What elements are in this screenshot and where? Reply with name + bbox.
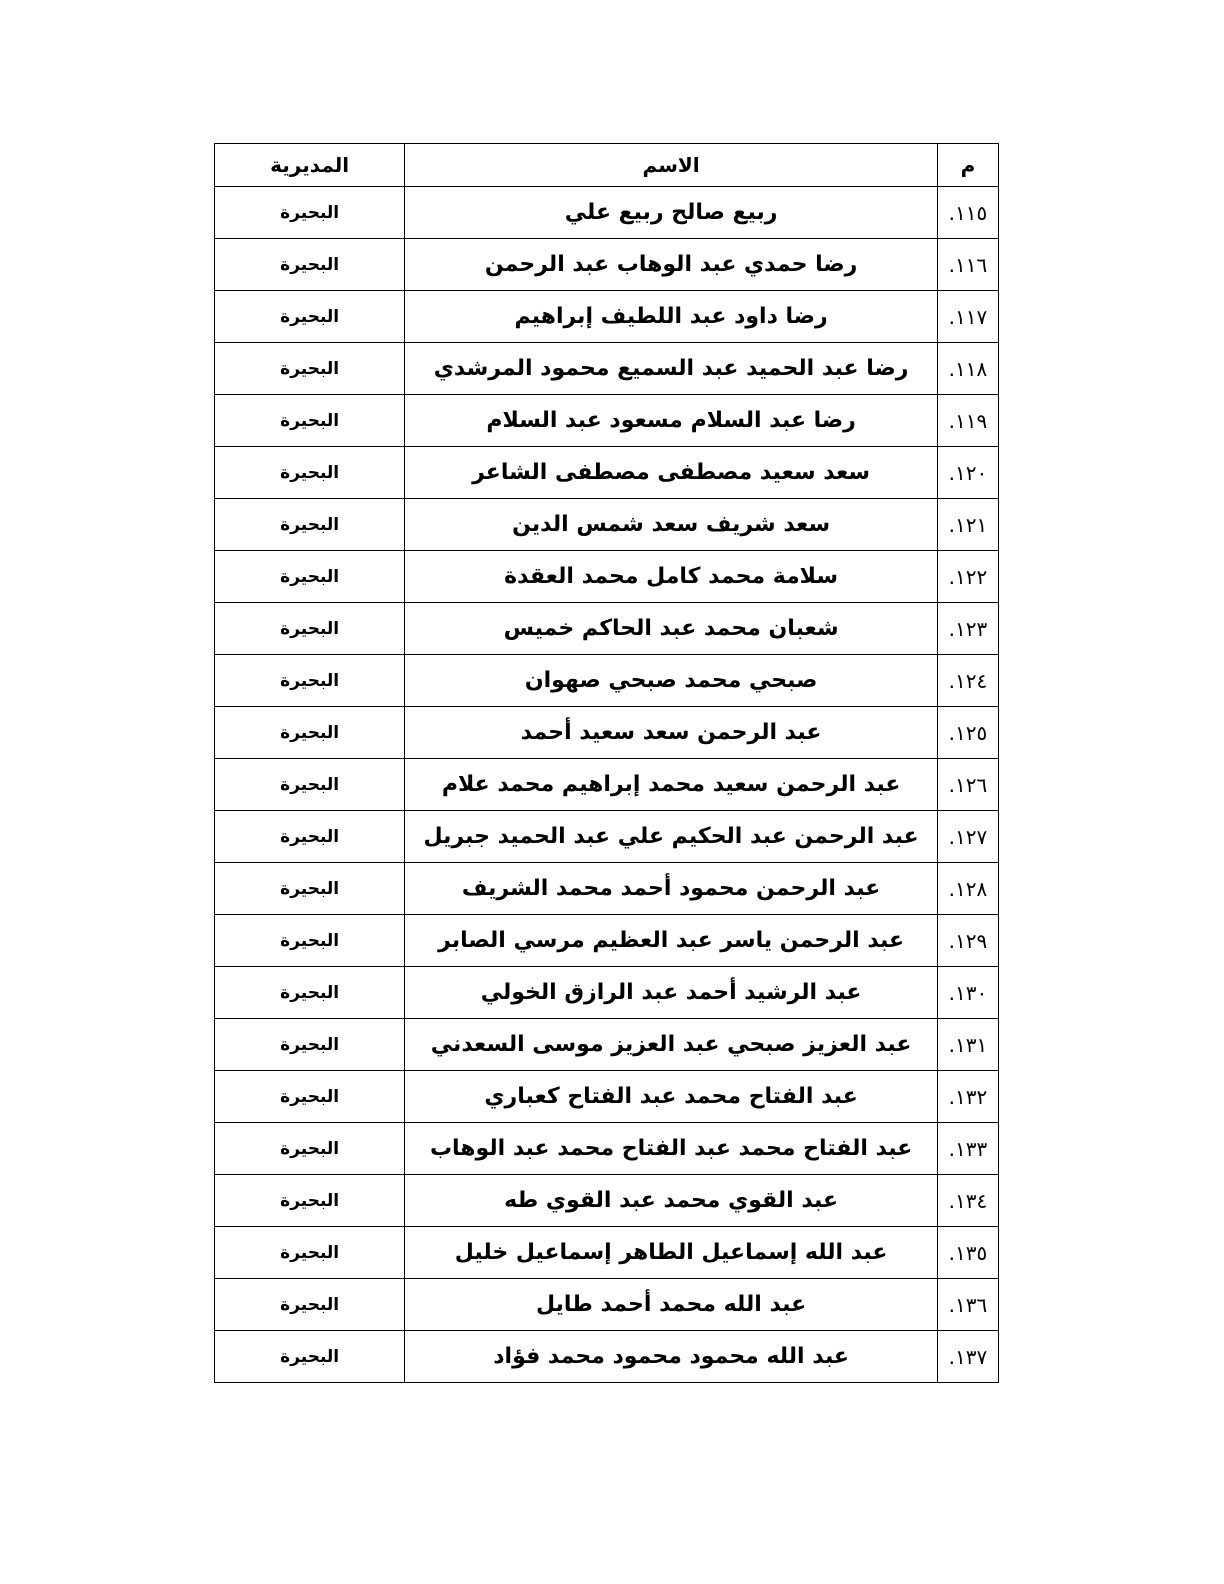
row-number: .١٢٠ — [937, 447, 998, 499]
row-department: البحيرة — [215, 655, 405, 707]
row-number: .١١٧ — [937, 291, 998, 343]
table-row — [215, 1071, 999, 1123]
header-number: م — [937, 144, 998, 187]
row-number: .١٢٤ — [937, 655, 998, 707]
table-row — [215, 447, 999, 499]
table-row — [215, 1279, 999, 1331]
table-row — [215, 395, 999, 447]
row-number: .١٣٢ — [937, 1071, 998, 1123]
table-row — [215, 1175, 999, 1227]
row-name: عبد الله محمد أحمد طايل — [405, 1279, 938, 1331]
row-name: صبحي محمد صبحي صهوان — [405, 655, 938, 707]
row-number: .١٢٣ — [937, 603, 998, 655]
table-row — [215, 343, 999, 395]
row-number: .١٣٣ — [937, 1123, 998, 1175]
row-department: البحيرة — [215, 291, 405, 343]
row-number: .١٣٤ — [937, 1175, 998, 1227]
row-name: رضا عبد السلام مسعود عبد السلام — [405, 395, 938, 447]
row-name: شعبان محمد عبد الحاكم خميس — [405, 603, 938, 655]
row-department: البحيرة — [215, 395, 405, 447]
header-department: المديرية — [215, 144, 405, 187]
row-name: عبد الرحمن عبد الحكيم علي عبد الحميد جبريل — [405, 811, 938, 863]
row-department: البحيرة — [215, 811, 405, 863]
names-table — [214, 143, 999, 1383]
row-name: ربيع صالح ربيع علي — [405, 187, 938, 239]
row-number: .١٣٠ — [937, 967, 998, 1019]
table-row — [215, 1123, 999, 1175]
table-row — [215, 239, 999, 291]
row-department: البحيرة — [215, 1331, 405, 1383]
row-department: البحيرة — [215, 1175, 405, 1227]
table-row — [215, 863, 999, 915]
row-number: .١٢٢ — [937, 551, 998, 603]
row-department: البحيرة — [215, 603, 405, 655]
row-number: .١١٥ — [937, 187, 998, 239]
row-department: البحيرة — [215, 967, 405, 1019]
row-name: عبد الرحمن سعيد محمد إبراهيم محمد علام — [405, 759, 938, 811]
row-name: عبد الرحمن سعد سعيد أحمد — [405, 707, 938, 759]
row-name: سعد شريف سعد شمس الدين — [405, 499, 938, 551]
row-number: .١٣١ — [937, 1019, 998, 1071]
row-name: عبد الرشيد أحمد عبد الرازق الخولي — [405, 967, 938, 1019]
table-row — [215, 915, 999, 967]
table-row — [215, 187, 999, 239]
row-number: .١٣٦ — [937, 1279, 998, 1331]
table-body — [215, 187, 999, 1383]
table-row — [215, 759, 999, 811]
row-department: البحيرة — [215, 1123, 405, 1175]
table-row — [215, 655, 999, 707]
table-row — [215, 1331, 999, 1383]
header-row — [215, 144, 999, 187]
row-department: البحيرة — [215, 915, 405, 967]
row-number: .١٢٦ — [937, 759, 998, 811]
row-name: عبد الفتاح محمد عبد الفتاح كعباري — [405, 1071, 938, 1123]
row-department: البحيرة — [215, 447, 405, 499]
row-department: البحيرة — [215, 187, 405, 239]
table-row — [215, 603, 999, 655]
row-number: .١٢١ — [937, 499, 998, 551]
table-row — [215, 1227, 999, 1279]
table-row — [215, 967, 999, 1019]
row-number: .١٢٧ — [937, 811, 998, 863]
row-number: .١٢٥ — [937, 707, 998, 759]
row-number: .١١٦ — [937, 239, 998, 291]
row-department: البحيرة — [215, 1071, 405, 1123]
row-department: البحيرة — [215, 239, 405, 291]
row-department: البحيرة — [215, 1019, 405, 1071]
row-name: عبد الرحمن ياسر عبد العظيم مرسي الصابر — [405, 915, 938, 967]
row-department: البحيرة — [215, 863, 405, 915]
row-number: .١٣٥ — [937, 1227, 998, 1279]
table-row — [215, 707, 999, 759]
row-name: عبد الرحمن محمود أحمد محمد الشريف — [405, 863, 938, 915]
row-number: .١١٨ — [937, 343, 998, 395]
table-row — [215, 1019, 999, 1071]
table-row — [215, 551, 999, 603]
row-department: البحيرة — [215, 1279, 405, 1331]
row-number: .١٢٨ — [937, 863, 998, 915]
row-name: سلامة محمد كامل محمد العقدة — [405, 551, 938, 603]
header-name: الاسم — [405, 144, 938, 187]
row-name: رضا عبد الحميد عبد السميع محمود المرشدي — [405, 343, 938, 395]
row-department: البحيرة — [215, 1227, 405, 1279]
row-department: البحيرة — [215, 343, 405, 395]
row-department: البحيرة — [215, 759, 405, 811]
table-row — [215, 811, 999, 863]
row-department: البحيرة — [215, 707, 405, 759]
row-name: عبد الله محمود محمود محمد فؤاد — [405, 1331, 938, 1383]
row-name: رضا داود عبد اللطيف إبراهيم — [405, 291, 938, 343]
row-name: عبد الله إسماعيل الطاهر إسماعيل خليل — [405, 1227, 938, 1279]
row-name: رضا حمدي عبد الوهاب عبد الرحمن — [405, 239, 938, 291]
row-name: عبد الفتاح محمد عبد الفتاح محمد عبد الوهاب — [405, 1123, 938, 1175]
row-name: عبد العزيز صبحي عبد العزيز موسى السعدني — [405, 1019, 938, 1071]
table-header — [215, 144, 999, 187]
table-row — [215, 291, 999, 343]
row-department: البحيرة — [215, 499, 405, 551]
row-number: .١٢٩ — [937, 915, 998, 967]
row-number: .١١٩ — [937, 395, 998, 447]
row-number: .١٣٧ — [937, 1331, 998, 1383]
row-department: البحيرة — [215, 551, 405, 603]
row-name: سعد سعيد مصطفى مصطفى الشاعر — [405, 447, 938, 499]
row-name: عبد القوي محمد عبد القوي طه — [405, 1175, 938, 1227]
table-row — [215, 499, 999, 551]
